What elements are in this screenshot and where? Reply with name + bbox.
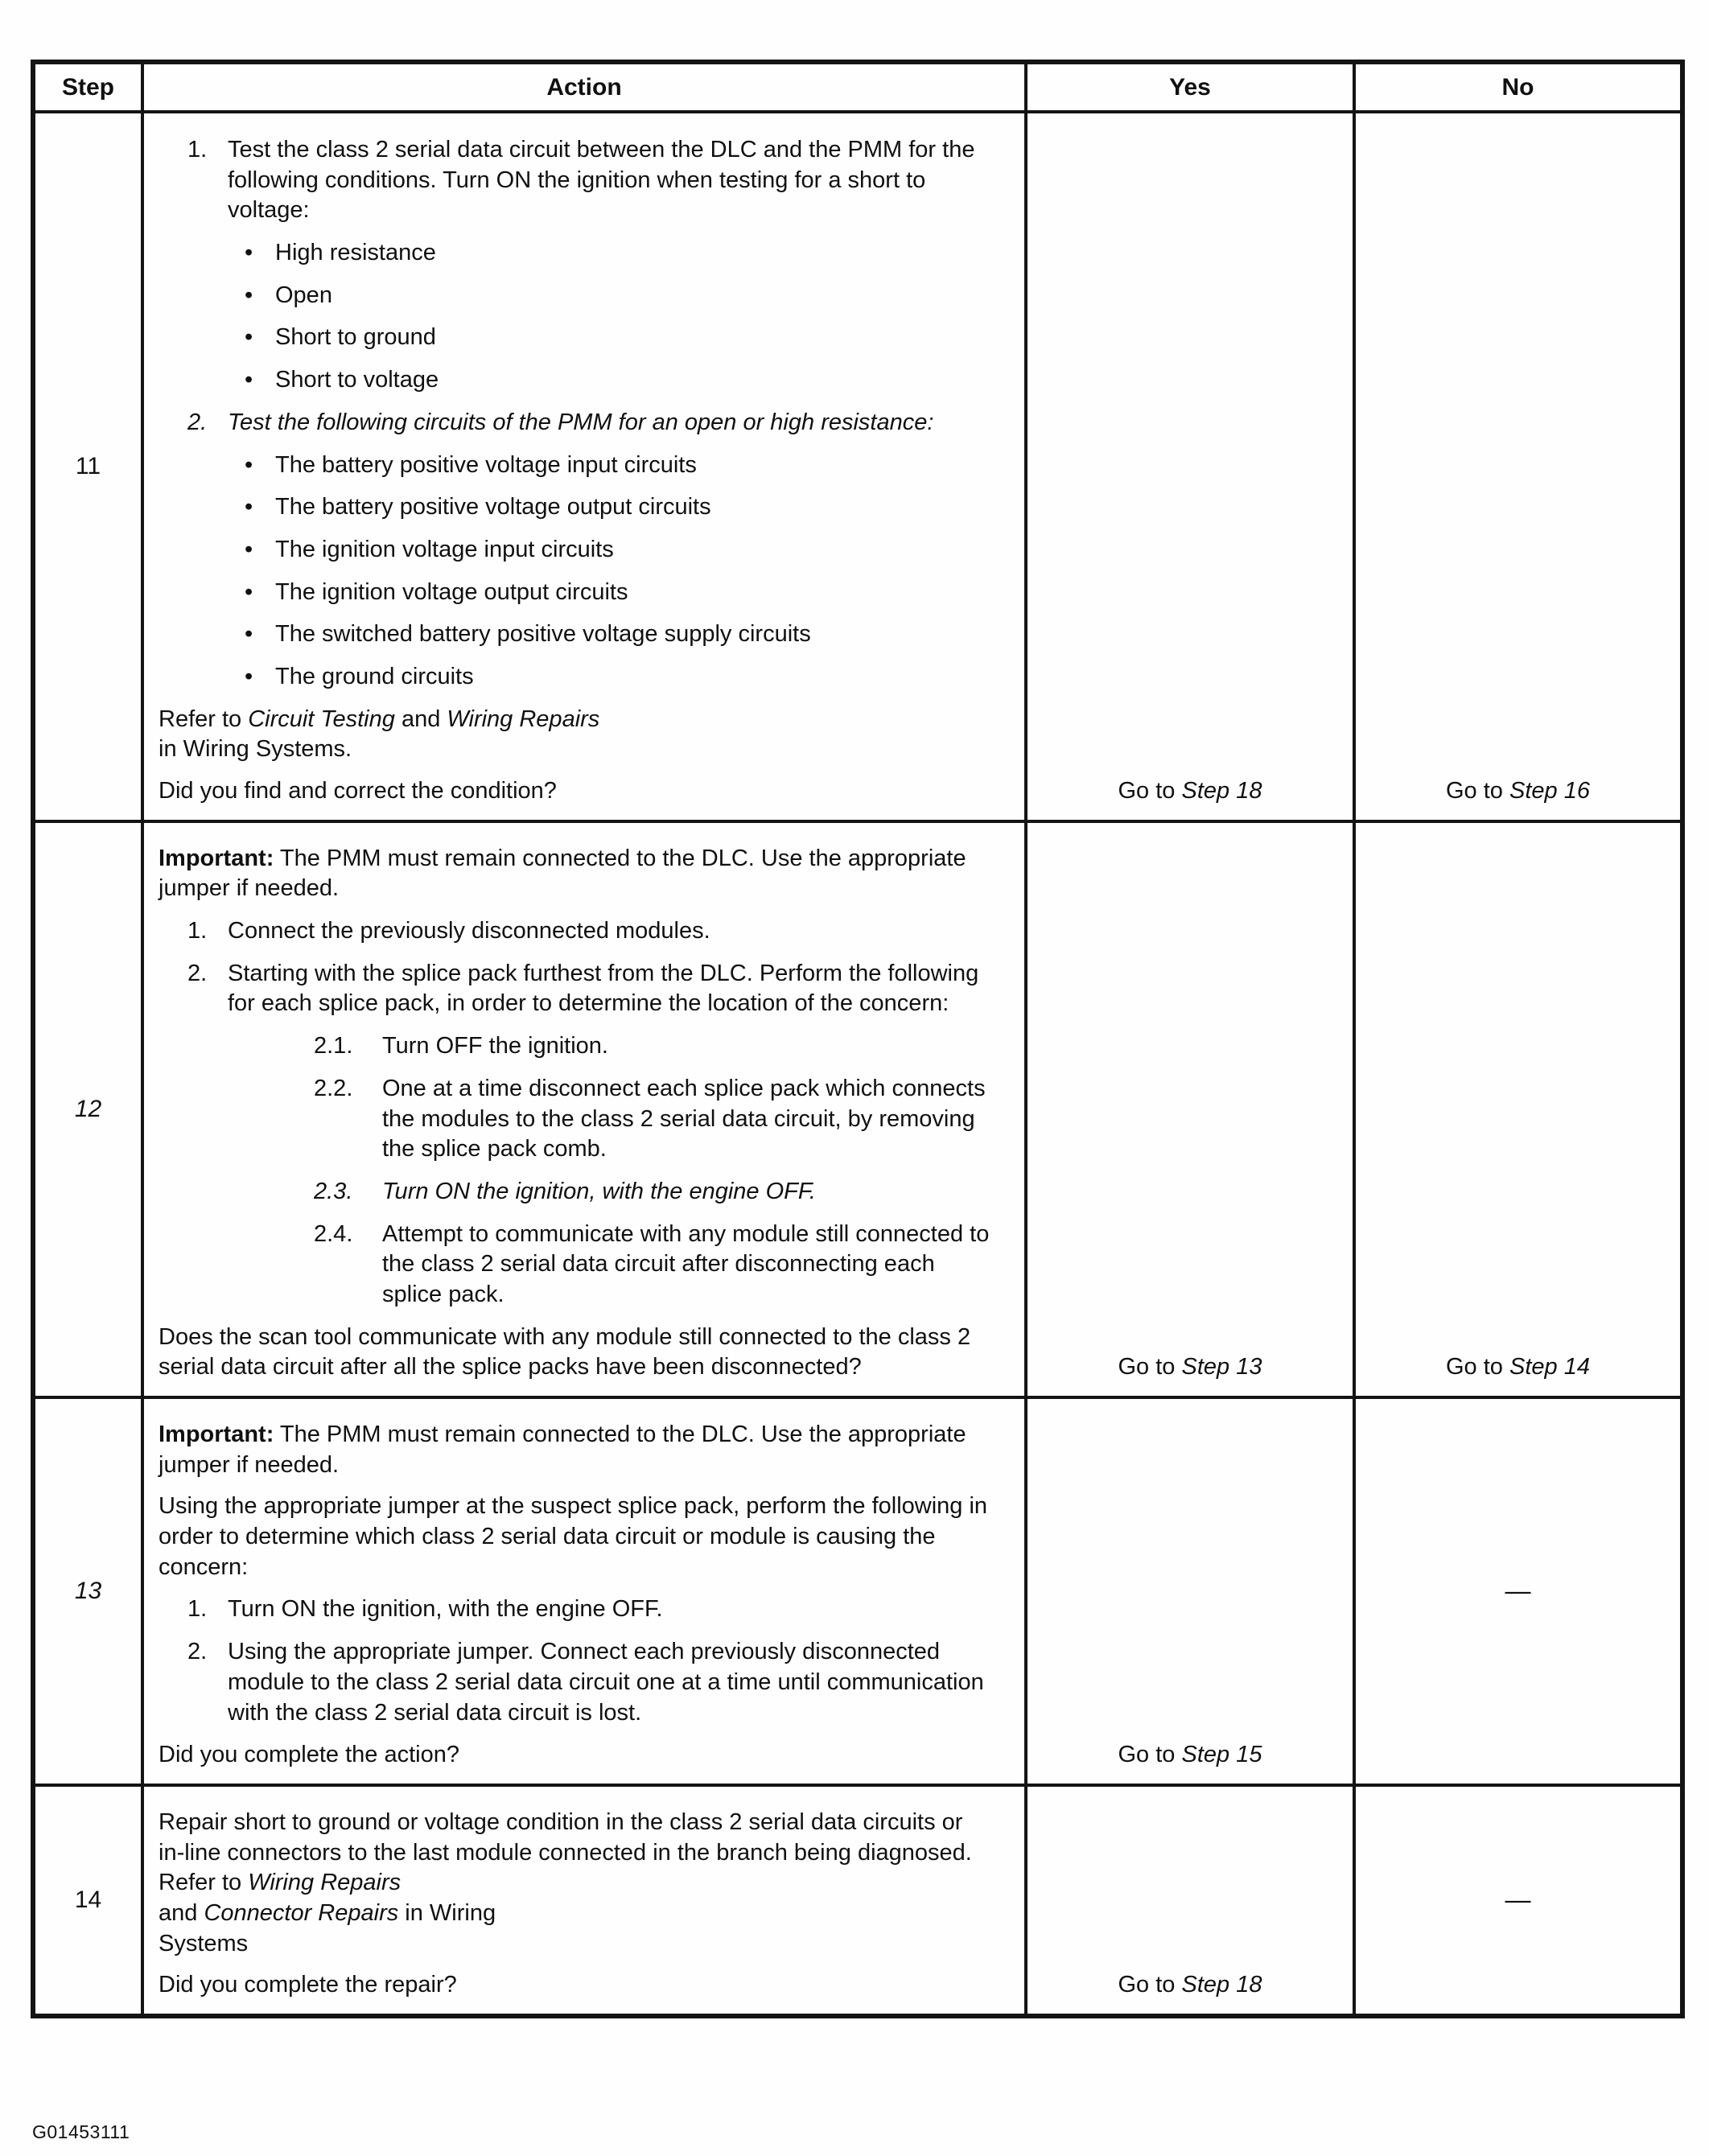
bullet-icon — [245, 365, 275, 396]
question-text: Did you complete the action? — [159, 1742, 459, 1768]
no-cell-14 — [1354, 1785, 1682, 2016]
goto-prefix: Go to — [1118, 1972, 1182, 1998]
list-number: 2.1. — [314, 1033, 353, 1059]
important-label: Important: — [159, 845, 274, 871]
bullet-item — [159, 238, 992, 269]
no-cell-12 — [1354, 821, 1682, 1397]
bullet-icon — [245, 238, 275, 269]
bullet-item — [159, 323, 992, 353]
action-step-item — [159, 916, 992, 947]
table-row-step-13 — [33, 1397, 1682, 1785]
action-text: Turn ON the ignition, with the engine OFF. — [228, 1596, 663, 1623]
action-step-item — [159, 408, 992, 438]
goto-text — [1446, 778, 1590, 804]
refer-text: in Wiring Systems. — [159, 736, 352, 763]
action-text: Turn OFF the ignition. — [382, 1033, 608, 1059]
action-text: Test the class 2 serial data circuit between the DLC and the PMM for the following conditions. Turn ON the ignition when testing for a short to voltage: — [228, 137, 975, 224]
figure-code: G01453111 — [32, 2121, 130, 2142]
refer-title: Circuit Testing — [248, 706, 395, 732]
no-cell-13 — [1354, 1397, 1682, 1785]
important-label: Important: — [159, 1422, 274, 1447]
yes-cell-13 — [1026, 1397, 1354, 1785]
table-row-step-11 — [33, 112, 1682, 821]
bullet-icon — [245, 492, 275, 523]
refer-note — [159, 705, 992, 765]
action-substep-item — [159, 1220, 992, 1310]
action-step-item — [159, 135, 992, 226]
goto-prefix: Go to — [1118, 778, 1182, 804]
refer-text: Refer to — [159, 706, 249, 732]
action-text: Attempt to communicate with any module still connected to the class 2 serial data circuit after disconnecting each splice pack. — [382, 1220, 990, 1307]
bullet-icon — [245, 662, 275, 693]
important-text: The PMM must remain connected to the DLC. Use the appropriate jumper if needed. — [159, 845, 966, 902]
goto-step: Step 16 — [1509, 778, 1590, 804]
step-number-11: 11 — [33, 112, 142, 821]
list-number: 2. — [187, 409, 208, 435]
action-cell-13 — [142, 1397, 1026, 1785]
bullet-item — [159, 451, 992, 481]
action-substep-item — [159, 1074, 992, 1165]
question-text: Did you find and correct the condition? — [159, 778, 557, 804]
goto-step: Step 13 — [1181, 1354, 1262, 1380]
action-text: Turn ON the ignition, with the engine OFF. — [382, 1178, 816, 1204]
question-text: Does the scan tool communicate with any module still connected to the class 2 serial data circuit after all the splice packs have been disconnected? — [159, 1323, 971, 1380]
bullet-text: The battery positive voltage output circuits — [275, 494, 711, 520]
bullet-item — [159, 281, 992, 311]
list-number: 1. — [187, 918, 208, 944]
action-substep-item — [159, 1031, 992, 1062]
list-number: 2.2. — [314, 1075, 353, 1101]
action-paragraph: Using the appropriate jumper at the suspect splice pack, perform the following in order to determine which class 2 serial data circuit or module is causing the concern: — [159, 1493, 988, 1580]
no-cell-11 — [1354, 112, 1682, 821]
bullet-icon — [245, 323, 275, 353]
bullet-text: Open — [275, 282, 332, 308]
question-text: Did you complete the repair? — [159, 1972, 457, 1998]
list-number: 1. — [187, 137, 208, 163]
bullet-item — [159, 535, 992, 566]
bullet-text: Short to ground — [275, 324, 436, 351]
col-header-no: No — [1354, 62, 1682, 112]
yes-cell-14 — [1026, 1785, 1354, 2016]
dash-placeholder: — — [1505, 1576, 1531, 1606]
goto-step: Step 18 — [1181, 778, 1262, 804]
action-cell-14 — [142, 1785, 1026, 2016]
goto-prefix: Go to — [1118, 1742, 1182, 1768]
bullet-text: The ground circuits — [275, 663, 474, 689]
list-number: 2.4. — [314, 1220, 353, 1247]
action-cell-11 — [142, 112, 1026, 821]
refer-title: Wiring Repairs — [248, 1870, 402, 1896]
action-cell-12 — [142, 821, 1026, 1397]
bullet-text: The battery positive voltage input circuits — [275, 451, 697, 478]
step-number-13: 13 — [33, 1397, 142, 1785]
bullet-icon — [245, 281, 275, 311]
refer-title: Wiring Repairs — [447, 706, 600, 732]
action-paragraph — [159, 1808, 992, 1959]
table-row-step-14 — [33, 1785, 1682, 2016]
goto-prefix: Go to — [1118, 1354, 1182, 1380]
refer-title: Connector Repairs — [204, 1899, 399, 1926]
action-text: in Wiring — [398, 1899, 496, 1926]
bullet-item — [159, 619, 992, 650]
action-text: Starting with the splice pack furthest from the DLC. Perform the following for each splice pack, in order to determine the location of the concern: — [228, 960, 979, 1017]
bullet-item — [159, 578, 992, 608]
bullet-text: High resistance — [275, 240, 436, 266]
yes-cell-12 — [1026, 821, 1354, 1397]
bullet-icon — [245, 578, 275, 608]
list-number: 2. — [187, 960, 208, 986]
col-header-yes: Yes — [1026, 62, 1354, 112]
dash-placeholder: — — [1505, 1885, 1531, 1915]
goto-text — [1118, 1972, 1262, 1998]
col-header-step: Step — [33, 62, 142, 112]
action-text: Using the appropriate jumper. Connect each previously disconnected module to the class 2 serial data circuit one at a time until communication with the class 2 serial data circuit is lost. — [228, 1639, 984, 1726]
action-text: One at a time disconnect each splice pack which connects the modules to the class 2 serial data circuit, by removing the splice pack comb. — [382, 1075, 986, 1162]
step-number-14: 14 — [33, 1785, 142, 2016]
bullet-text: The ignition voltage output circuits — [275, 578, 628, 605]
action-text: Test the following circuits of the PMM for an open or high resistance: — [228, 409, 934, 435]
goto-text — [1118, 1742, 1262, 1767]
action-step-item — [159, 1637, 992, 1728]
bullet-text: The ignition voltage input circuits — [275, 536, 614, 562]
action-substep-item — [159, 1177, 992, 1208]
action-text: Connect the previously disconnected modules. — [228, 918, 710, 944]
list-number: 2. — [187, 1639, 208, 1665]
goto-text — [1446, 1354, 1590, 1380]
goto-text — [1118, 1354, 1262, 1380]
yes-cell-11 — [1026, 112, 1354, 821]
important-note — [159, 844, 992, 904]
bullet-icon — [245, 535, 275, 566]
bullet-item — [159, 492, 992, 523]
list-number: 2.3. — [314, 1178, 353, 1204]
step-number-12: 12 — [33, 821, 142, 1397]
action-text: and — [159, 1899, 204, 1926]
action-text: Systems — [159, 1930, 249, 1956]
goto-step: Step 15 — [1181, 1742, 1262, 1768]
goto-step: Step 18 — [1181, 1972, 1262, 1998]
goto-text — [1118, 778, 1262, 804]
important-note — [159, 1420, 992, 1480]
col-header-action: Action — [142, 62, 1026, 112]
action-step-item — [159, 1594, 992, 1625]
bullet-icon — [245, 619, 275, 650]
table-row-step-12 — [33, 821, 1682, 1397]
bullet-icon — [245, 451, 275, 481]
important-text: The PMM must remain connected to the DLC. Use the appropriate jumper if needed. — [159, 1422, 966, 1478]
bullet-item — [159, 365, 992, 396]
refer-text: and — [394, 706, 447, 732]
goto-step: Step 14 — [1509, 1354, 1590, 1380]
bullet-item — [159, 662, 992, 693]
bullet-text: Short to voltage — [275, 367, 439, 393]
goto-prefix: Go to — [1446, 778, 1509, 804]
action-step-item — [159, 959, 992, 1019]
diagnostic-table — [31, 60, 1685, 2018]
bullet-text: The switched battery positive voltage supply circuits — [275, 621, 811, 648]
list-number: 1. — [187, 1596, 208, 1623]
action-text: Repair short to ground or voltage condition in the class 2 serial data circuits or in-line connectors to the last module connected in the branch being diagnosed. Refer to — [159, 1808, 972, 1896]
header-row — [33, 62, 1682, 112]
goto-prefix: Go to — [1446, 1354, 1509, 1380]
